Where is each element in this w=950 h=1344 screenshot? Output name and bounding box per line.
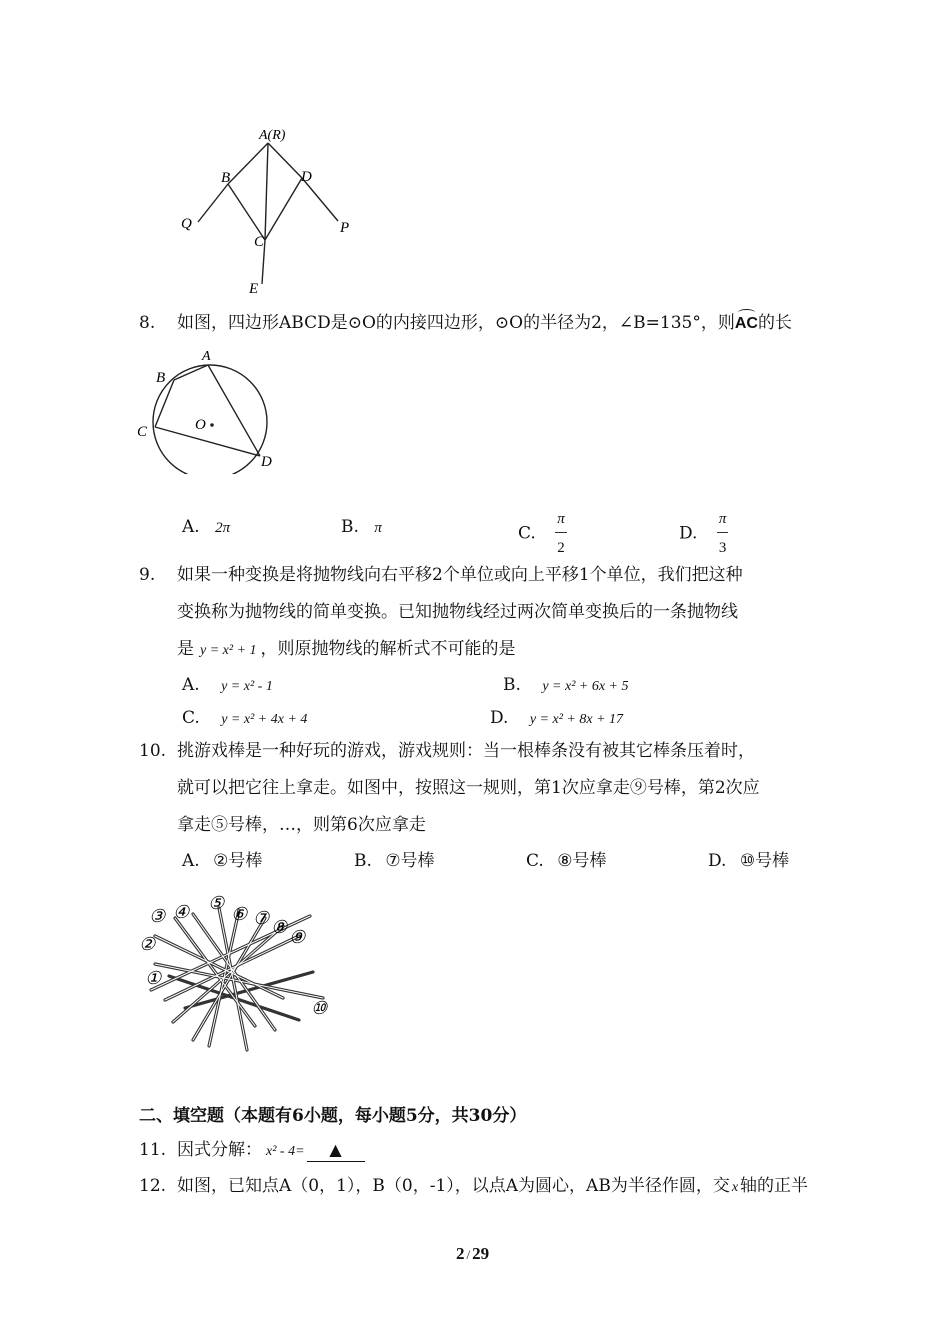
q10-option-a[interactable]: A. ②号棒 (182, 851, 263, 871)
q11-expression: x² - 4= (266, 1144, 305, 1159)
q9-equation: y = x² + 1 (200, 643, 257, 658)
q9-option-d[interactable]: D. y = x² + 8x + 17 (490, 708, 624, 728)
stick-label-10: ⑩ (311, 998, 328, 1018)
stick-label-2: ② (139, 934, 156, 954)
figure-q7 (170, 122, 370, 302)
fig7-label-a: A(R) (259, 128, 286, 143)
stick-label-6: ⑥ (231, 904, 248, 924)
fig7-label-b: B (221, 170, 231, 186)
arc-mark (738, 309, 755, 316)
q8-tail: 的长 (757, 313, 792, 333)
q10-line1: 挑游戏棒是一种好玩的游戏，游戏规则：当一根棒条没有被其它棒条压着时， (177, 741, 755, 761)
fig8-label-d: D (261, 454, 272, 470)
figure-q8 (132, 344, 292, 474)
q12-axis: x (731, 1180, 739, 1195)
q11-stem: 因式分解： x² - 4= ▲ (177, 1139, 365, 1163)
fig7-label-q: Q (181, 216, 192, 232)
q8-option-b-value: π (374, 520, 382, 536)
q8-option-c-fraction: $\frac{\pi}{2}$ (555, 508, 567, 559)
fig8-label-a: A (202, 349, 211, 364)
q8-stem (177, 312, 792, 335)
q8-text: 如图，四边形ABCD是⊙O的内接四边形，⊙O的半径为2，∠B=135°，则 (177, 313, 735, 333)
fig8-label-b: B (156, 370, 166, 386)
q9-line2: 变换称为抛物线的简单变换。已知抛物线经过两次简单变换后的一条抛物线 (177, 602, 738, 622)
stick-label-9: ⑨ (289, 927, 306, 947)
q10-line2: 就可以把它往上拿走。如图中，按照这一规则，第1次应拿走⑨号棒，第2次应 (177, 778, 760, 798)
fig7-label-d: D (301, 169, 312, 185)
q9-number: 9. (139, 565, 156, 585)
stick-label-4: ④ (173, 902, 190, 922)
q10-number: 10. (139, 741, 167, 761)
q10-option-c[interactable]: C. ⑧号棒 (526, 851, 607, 871)
q10-line3: 拿走⑤号棒，…，则第6次应拿走 (177, 815, 426, 835)
q8-option-a[interactable]: A. 2π (182, 517, 231, 537)
q11-number: 11. (139, 1140, 167, 1160)
q9-option-a[interactable]: A. y = x² - 1 (182, 675, 273, 695)
q10-option-b[interactable]: B. ⑦号棒 (354, 851, 435, 871)
q9-option-c[interactable]: C. y = x² + 4x + 4 (182, 708, 308, 728)
page-number: 2 / 29 (456, 1244, 490, 1263)
fig7-label-e: E (249, 281, 259, 297)
q8-number: 8. (139, 313, 156, 333)
section-title: 二、填空题（本题有6小题，每小题5分，共30分） (139, 1106, 527, 1126)
stick-label-3: ③ (149, 906, 166, 926)
q9-option-b[interactable]: B. y = x² + 6x + 5 (503, 675, 629, 695)
stick-label-8: ⑧ (271, 917, 288, 937)
q8-option-d[interactable]: D. $\frac{\pi}{3}$ (679, 508, 728, 559)
stick-label-7: ⑦ (253, 908, 270, 928)
fig8-label-c: C (137, 424, 148, 440)
q8-option-d-fraction: $\frac{\pi}{3}$ (717, 508, 729, 559)
q9-line3: 是 y = x² + 1 ，则原抛物线的解析式不可能的是 (177, 639, 516, 659)
q11-answer-blank[interactable]: ▲ (307, 1139, 365, 1162)
q8-option-a-value: 2π (215, 520, 231, 536)
figure-q10-sticks (135, 880, 350, 1060)
stick-label-1: ① (145, 968, 162, 988)
q10-option-d[interactable]: D. ⑩号棒 (708, 851, 790, 871)
q8-option-c[interactable]: C. $\frac{\pi}{2}$ (518, 508, 567, 559)
fig7-label-c: C (254, 234, 265, 250)
stick-label-5: ⑤ (208, 893, 225, 913)
q8-option-b[interactable]: B. π (341, 517, 382, 537)
fig7-label-p: P (340, 220, 350, 236)
q12-number: 12. (139, 1176, 167, 1196)
fig8-label-o: O (195, 417, 206, 433)
q12-stem: 如图，已知点A（0，1），B（0，-1），以点A为圆心，AB为半径作圆，交 x 轴的正半 (177, 1176, 809, 1196)
q9-line1: 如果一种变换是将抛物线向右平移2个单位或向上平移1个单位，我们把这种 (177, 565, 743, 585)
q8-arc: AC (735, 313, 758, 335)
